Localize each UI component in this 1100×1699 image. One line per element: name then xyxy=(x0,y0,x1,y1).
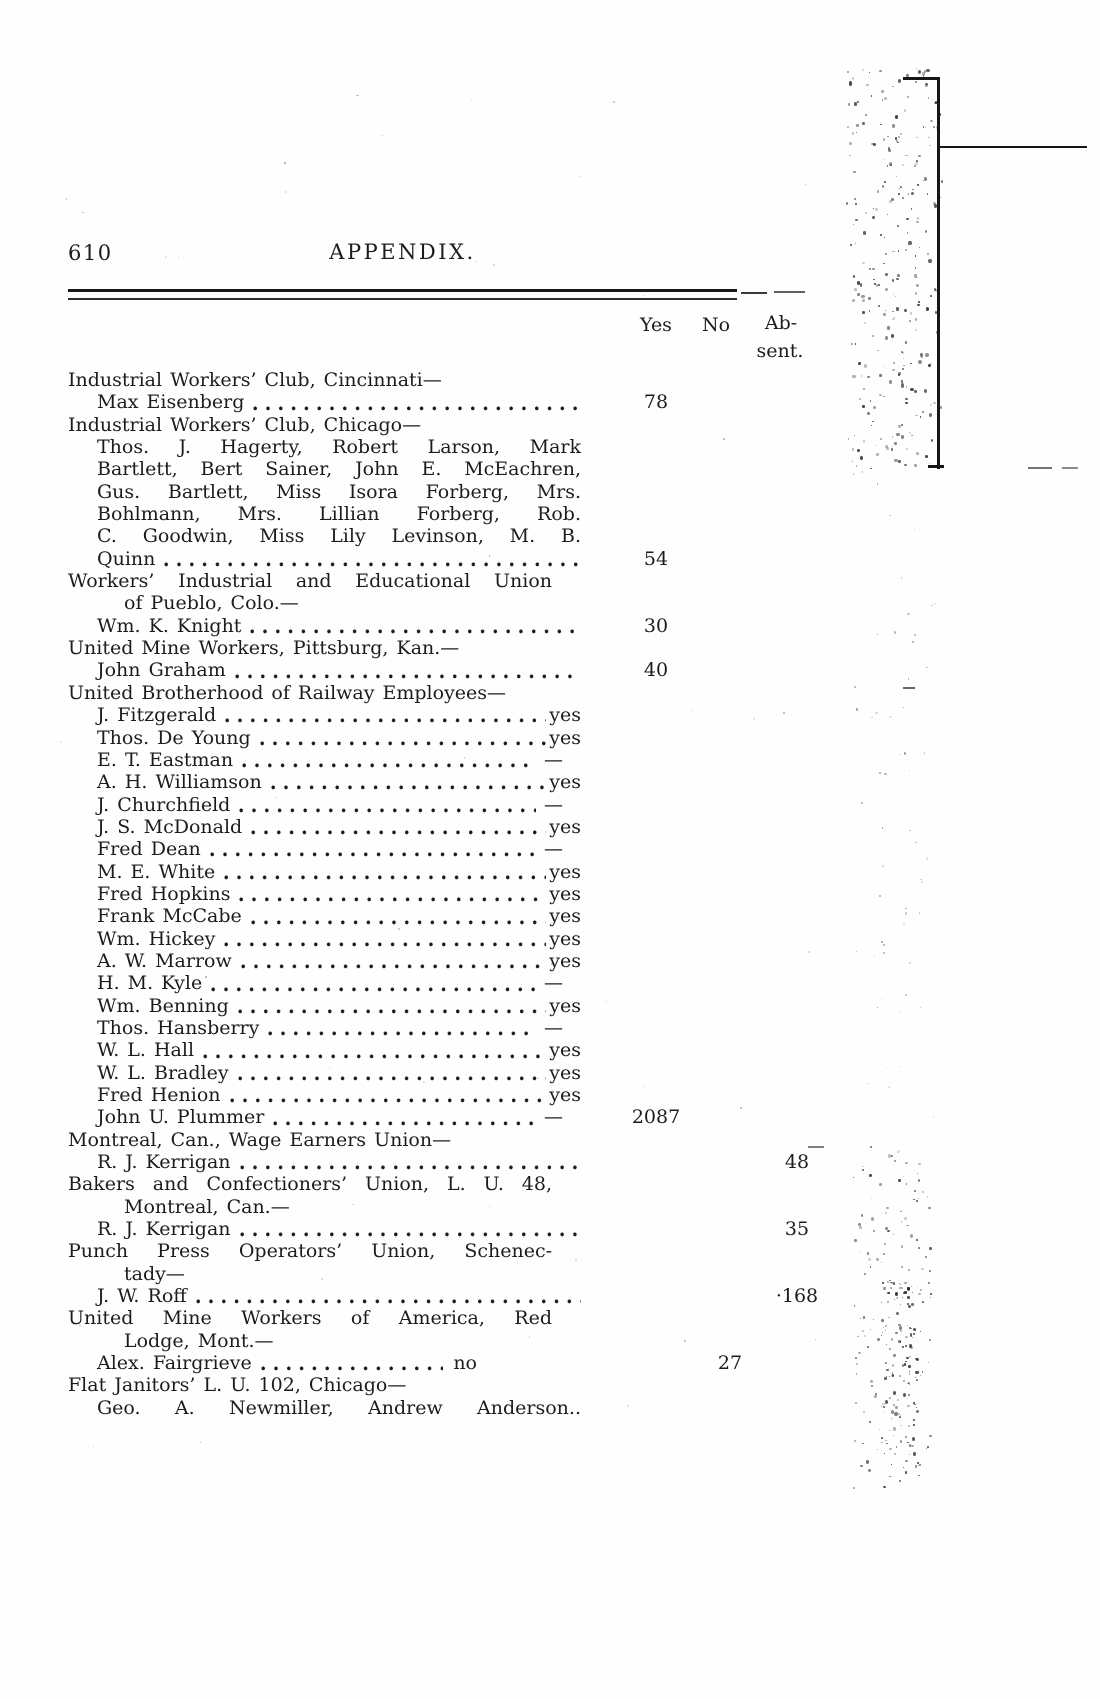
vote-value: yes xyxy=(549,949,581,972)
vote-value: — xyxy=(544,748,563,771)
column-header-no: No xyxy=(701,314,731,336)
no-count: 27 xyxy=(717,1352,743,1375)
row-text: Bakers and Confectioners’ Union, L. U. 48, xyxy=(68,1173,552,1196)
row-cell xyxy=(68,1397,581,1419)
row-cell xyxy=(68,950,581,972)
table-row xyxy=(68,458,810,480)
leader-dots xyxy=(236,950,547,972)
vote-value: — xyxy=(544,1106,563,1129)
yes-count: 2087 xyxy=(631,1106,681,1129)
row-cell xyxy=(68,972,581,994)
leader-dots xyxy=(191,1285,581,1307)
leader-dots xyxy=(225,1084,547,1106)
row-cell xyxy=(68,928,581,950)
table-row xyxy=(68,615,810,637)
leader-dots xyxy=(245,615,581,637)
row-text: J. W. Roff xyxy=(97,1285,187,1308)
row-text: Gus. Bartlett, Miss Isora Forberg, Mrs. xyxy=(97,480,581,503)
row-text: Wm. K. Knight xyxy=(97,614,242,637)
vote-table xyxy=(68,369,819,1419)
row-text: R. J. Kerrigan xyxy=(97,1151,231,1174)
row-cell xyxy=(68,1263,608,1285)
leader-dots xyxy=(206,972,536,994)
header-rule xyxy=(68,289,737,300)
row-cell xyxy=(68,1039,581,1061)
row-cell xyxy=(68,525,581,547)
row-text: of Pueblo, Colo.— xyxy=(124,592,299,615)
row-text: Alex. Fairgrieve xyxy=(97,1352,252,1375)
row-cell xyxy=(68,771,581,793)
vote-value: — xyxy=(544,793,563,816)
row-cell xyxy=(68,1151,581,1173)
table-row xyxy=(68,1173,810,1195)
row-cell xyxy=(68,1218,581,1240)
row-text: United Mine Workers, Pittsburg, Kan.— xyxy=(68,637,460,660)
row-text: Wm. Benning xyxy=(97,994,229,1017)
row-cell xyxy=(68,503,581,525)
row-cell xyxy=(68,637,552,659)
table-row xyxy=(68,369,810,391)
row-cell xyxy=(68,659,581,681)
table-row xyxy=(68,816,810,838)
leader-dots xyxy=(220,704,546,726)
row-cell xyxy=(68,369,552,391)
table-row xyxy=(68,950,810,972)
leader-dots xyxy=(159,548,581,570)
row-cell xyxy=(68,682,552,704)
column-header-absent-line1: Ab- xyxy=(764,312,798,334)
vote-value: yes xyxy=(549,882,581,905)
leader-dots xyxy=(263,1017,536,1039)
vote-value: yes xyxy=(549,815,581,838)
scan-artifact-line xyxy=(937,78,940,469)
row-text: Industrial Workers’ Club, Chicago— xyxy=(68,413,422,436)
row-text: A. H. Williamson xyxy=(97,771,262,794)
row-text: W. L. Bradley xyxy=(97,1061,229,1084)
table-row xyxy=(68,1218,810,1240)
absent-count: ·168 xyxy=(775,1285,819,1308)
row-cell xyxy=(68,995,581,1017)
vote-value: yes xyxy=(549,771,581,794)
row-cell xyxy=(68,1374,552,1396)
leader-dots xyxy=(234,794,536,816)
header-rule-dash xyxy=(741,292,767,294)
leader-dots xyxy=(255,727,547,749)
row-text: E. T. Eastman xyxy=(97,748,234,771)
row-text: Quinn xyxy=(97,547,156,570)
leader-dots xyxy=(234,883,546,905)
row-text: R. J. Kerrigan xyxy=(97,1218,231,1241)
row-cell xyxy=(68,1285,581,1307)
leader-dots xyxy=(198,1039,546,1061)
row-cell xyxy=(68,1084,581,1106)
table-row xyxy=(68,1307,810,1329)
table-row xyxy=(68,525,810,547)
row-text: Thos. J. Hagerty, Robert Larson, Mark xyxy=(97,436,581,459)
column-header-absent-line2: sent. xyxy=(756,340,804,362)
table-row xyxy=(68,838,810,860)
row-cell xyxy=(68,838,581,860)
table-row xyxy=(68,481,810,503)
row-cell xyxy=(68,414,552,436)
scan-artifact-line xyxy=(940,146,1087,148)
table-row xyxy=(68,436,810,458)
vote-value: yes xyxy=(549,860,581,883)
row-cell xyxy=(68,481,581,503)
page-header xyxy=(68,240,737,268)
leader-dots xyxy=(268,1106,536,1128)
vote-value: yes xyxy=(549,994,581,1017)
row-cell xyxy=(68,391,581,413)
leader-dots xyxy=(219,928,546,950)
leader-dots xyxy=(235,1151,581,1173)
row-cell xyxy=(68,905,581,927)
row-cell xyxy=(68,883,581,905)
row-cell xyxy=(68,794,581,816)
table-row xyxy=(68,1017,810,1039)
leader-dots xyxy=(266,771,547,793)
row-cell xyxy=(68,749,581,771)
row-text: United Brotherhood of Railway Employees— xyxy=(68,681,507,704)
row-text: Wm. Hickey xyxy=(97,927,216,950)
table-row xyxy=(68,771,810,793)
row-cell xyxy=(68,861,581,883)
scan-artifact-line xyxy=(903,77,940,80)
yes-count: 30 xyxy=(643,614,669,637)
table-row xyxy=(68,1330,810,1352)
row-cell xyxy=(68,1106,581,1128)
row-cell xyxy=(68,1173,552,1195)
row-text: Fred Dean xyxy=(97,838,201,861)
table-row xyxy=(68,905,810,927)
row-text: tady— xyxy=(124,1262,185,1285)
table-row xyxy=(68,1151,810,1173)
row-text: M. E. White xyxy=(97,860,216,883)
table-row xyxy=(68,659,810,681)
leader-dots xyxy=(235,1218,581,1240)
row-text: Thos. Hansberry xyxy=(97,1016,260,1039)
vote-value: — xyxy=(544,838,563,861)
scan-artifact-dash xyxy=(808,1146,824,1148)
vote-value: yes xyxy=(549,1084,581,1106)
table-row xyxy=(68,704,810,726)
table-row xyxy=(68,995,810,1017)
table-row xyxy=(68,749,810,771)
header-rule-dash xyxy=(774,291,805,293)
row-cell xyxy=(68,1352,477,1374)
table-row xyxy=(68,1240,810,1262)
table-row xyxy=(68,637,810,659)
table-row xyxy=(68,414,810,436)
leader-dots xyxy=(230,659,581,681)
table-row xyxy=(68,1106,810,1128)
table-row xyxy=(68,503,810,525)
leader-dots xyxy=(233,995,546,1017)
row-text: Punch Press Operators’ Union, Schenec- xyxy=(68,1240,552,1263)
row-cell xyxy=(68,1240,552,1262)
row-text: Max Eisenberg xyxy=(97,391,245,414)
leader-dots xyxy=(246,816,546,838)
row-text: Flat Janitors’ L. U. 102, Chicago— xyxy=(68,1374,407,1397)
row-cell xyxy=(68,727,581,749)
row-cell xyxy=(68,1307,552,1329)
row-text: Lodge, Mont.— xyxy=(124,1329,274,1352)
row-text: J. Churchfield xyxy=(97,793,231,816)
row-text: Montreal, Can., Wage Earners Union— xyxy=(68,1128,452,1151)
row-cell xyxy=(68,816,581,838)
leader-dots xyxy=(205,838,536,860)
yes-count: 40 xyxy=(643,659,669,682)
row-cell xyxy=(68,704,581,726)
row-text: John Graham xyxy=(97,659,226,682)
row-text: Frank McCabe xyxy=(97,905,242,928)
table-row xyxy=(68,1285,819,1308)
absent-count: 35 xyxy=(784,1218,810,1241)
table-row xyxy=(68,548,810,570)
vote-value: yes xyxy=(549,1061,581,1084)
vote-value: yes xyxy=(549,927,581,950)
absent-count: 48 xyxy=(784,1151,810,1174)
row-text: C. Goodwin, Miss Lily Levinson, M. B. xyxy=(97,525,581,548)
table-row xyxy=(68,682,810,704)
table-row xyxy=(68,1374,810,1396)
table-row xyxy=(68,1084,810,1106)
row-cell xyxy=(68,548,581,570)
table-row xyxy=(68,592,810,614)
row-text: Fred Henion xyxy=(97,1084,221,1106)
vote-value: yes xyxy=(549,704,581,727)
row-cell xyxy=(68,1017,581,1039)
row-text: A. W. Marrow xyxy=(97,949,232,972)
row-text: J. S. McDonald xyxy=(97,815,243,838)
table-row xyxy=(68,794,810,816)
table-row xyxy=(68,861,810,883)
column-header-yes: Yes xyxy=(640,314,672,336)
row-cell xyxy=(68,1330,608,1352)
leader-dots xyxy=(248,391,581,413)
vote-value: no xyxy=(453,1352,477,1375)
scan-artifact-dash xyxy=(928,465,944,468)
table-row xyxy=(68,1039,810,1061)
row-text: Thos. De Young xyxy=(97,726,251,749)
leader-dots xyxy=(256,1352,444,1374)
scan-artifact-dash xyxy=(1062,467,1078,469)
table-row xyxy=(68,1397,810,1419)
table-row xyxy=(68,1062,810,1084)
vote-value: — xyxy=(544,1016,563,1039)
scan-artifact-dash xyxy=(903,687,915,689)
scan-artifact-dash xyxy=(1028,467,1052,469)
row-text: W. L. Hall xyxy=(97,1039,195,1062)
row-cell xyxy=(68,436,581,458)
row-cell xyxy=(68,1129,552,1151)
table-row xyxy=(68,1129,810,1151)
row-text: Industrial Workers’ Club, Cincinnati— xyxy=(68,369,442,391)
row-cell xyxy=(68,592,608,614)
table-row xyxy=(68,1263,810,1285)
yes-count: 54 xyxy=(643,547,669,570)
row-cell xyxy=(68,615,581,637)
table-row xyxy=(68,928,810,950)
yes-count: 78 xyxy=(643,391,669,414)
page-title: APPENDIX. xyxy=(329,240,476,264)
table-row xyxy=(68,1352,810,1374)
leader-dots xyxy=(233,1062,547,1084)
vote-value: — xyxy=(544,972,563,995)
table-row xyxy=(68,972,810,994)
row-text: Bohlmann, Mrs. Lillian Forberg, Rob. xyxy=(97,503,581,526)
vote-value: yes xyxy=(549,726,581,749)
leader-dots xyxy=(237,749,536,771)
row-text: H. M. Kyle xyxy=(97,972,203,995)
row-cell xyxy=(68,458,581,480)
leader-dots xyxy=(246,905,547,927)
row-cell xyxy=(68,570,552,592)
table-row xyxy=(68,883,810,905)
row-text: Fred Hopkins xyxy=(97,882,231,905)
table-row xyxy=(68,391,810,413)
row-text: Geo. A. Newmiller, Andrew Anderson.. xyxy=(97,1396,581,1419)
page-number: 610 xyxy=(68,241,113,265)
row-text: John U. Plummer xyxy=(97,1106,265,1129)
row-text: J. Fitzgerald xyxy=(97,704,217,727)
table-row xyxy=(68,1196,810,1218)
leader-dots xyxy=(219,861,546,883)
vote-value: yes xyxy=(549,905,581,928)
row-text: Workers’ Industrial and Educational Union xyxy=(68,570,552,593)
row-text: United Mine Workers of America, Red xyxy=(68,1307,552,1330)
row-cell xyxy=(68,1062,581,1084)
row-text: Montreal, Can.— xyxy=(124,1195,290,1218)
table-row xyxy=(68,570,810,592)
table-row xyxy=(68,727,810,749)
vote-value: yes xyxy=(549,1039,581,1062)
row-text: Bartlett, Bert Sainer, John E. McEachren, xyxy=(97,458,581,481)
row-cell xyxy=(68,1196,608,1218)
